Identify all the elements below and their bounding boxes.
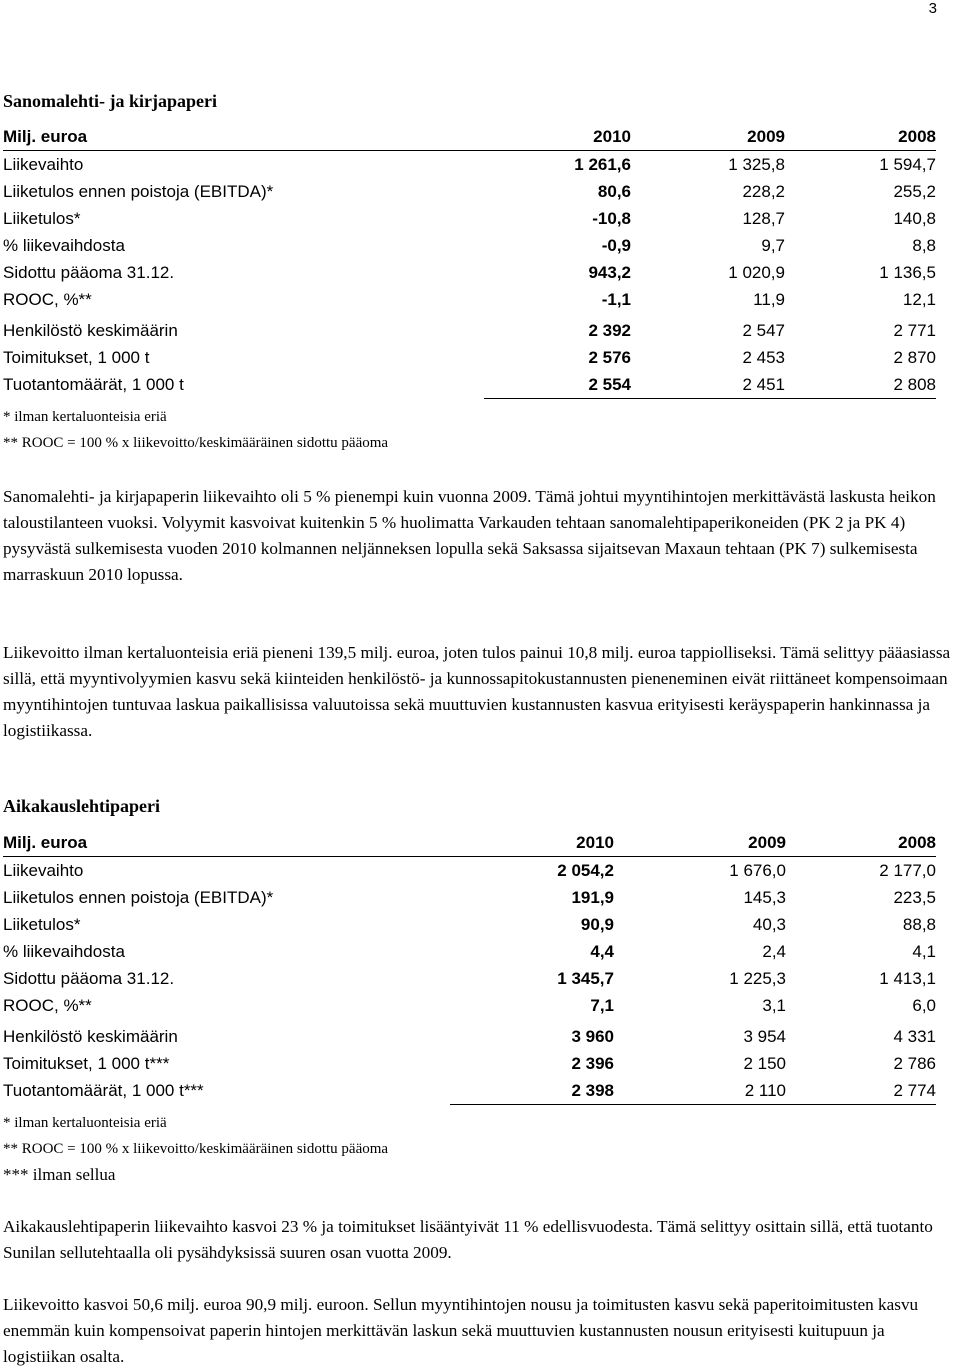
row-label: Tuotantomäärät, 1 000 t [3,375,184,395]
value-2008: 4 331 [893,1027,936,1046]
value-2010: 191,9 [571,888,614,907]
value-2008: 223,5 [893,888,936,907]
value-2009: 2 547 [742,321,785,340]
value-2009: 2 150 [743,1054,786,1073]
value-2008: 4,1 [912,942,936,961]
row-label: Liiketulos* [3,915,81,934]
newsprint-paragraph-sales: Sanomalehti- ja kirjapaperin liikevaihto oli 5 % pienempi kuin vuonna 2009. Tämä johtui myyntihintojen merkittävästä laskusta heikon taloustilanteen vuoksi. Volyymit kasvoivat kuitenkin 5 % huolimatta Varkauden tehtaan sanomalehtipaperikoneiden (PK 2 ja PK 4) pysyvästä sulkemisesta vuoden 2010 kolmannen neljänneksen lopulla sekä Saksassa sijaitsevan Maxaun tehtaan (PK 7) sulkemisesta marraskuun 2010 lopussa. [3,487,936,584]
value-2010: 2 554 [484,371,631,399]
value-2009: 2,4 [762,942,786,961]
value-2010: 2 392 [588,321,631,340]
value-2010: 80,6 [597,182,631,201]
header-year-2009: 2009 [614,829,786,857]
value-2008: 2 177,0 [879,861,936,880]
table-row [3,938,936,965]
value-2010: -0,9 [601,236,631,255]
table-row [3,1050,936,1077]
row-label: Henkilöstö keskimäärin [3,321,178,340]
row-label: Toimitukset, 1 000 t*** [3,1054,170,1073]
value-2008: 2 786 [893,1054,936,1073]
newsprint-footnotes [3,404,388,456]
value-2010: 2 396 [571,1054,614,1073]
table-row [3,1077,936,1105]
header-year-2010: 2010 [450,829,614,857]
value-2008: 12,1 [902,290,936,309]
value-2009: 3,1 [762,996,786,1015]
row-label: Liikevaihto [3,861,84,880]
value-2010: 7,1 [590,996,614,1015]
footnote-rooc: ** ROOC = 100 % x liikevoitto/keskimääräinen sidottu pääoma [3,1141,389,1157]
value-2010: 2 576 [588,348,631,367]
row-label: Liiketulos ennen poistoja (EBITDA)* [3,888,274,907]
value-2009: 3 954 [743,1027,786,1046]
value-2008: 6,0 [912,996,936,1015]
newsprint-financial-table [3,123,936,399]
header-label: Milj. euroa [3,123,484,151]
magazine-paper-financial-table [3,829,936,1105]
magazine-paper-paragraph-sales: Aikakauslehtipaperin liikevaihto kasvoi 23 % ja toimitukset lisääntyivät 11 % edellisvuodesta. Tämä selittyy osittain sillä, että tuotanto Sunilan sellutehtaalla oli pysähdyksissä suuren osan vuotta 2009. [3,1217,933,1262]
table-row [3,857,936,885]
magazine-paper-paragraph-profit: Liikevoitto kasvoi 50,6 milj. euroa 90,9 milj. euroon. Sellun myyntihintojen nousu ja toimitusten kasvu sekä paperitoimitusten kasvu enemmän kuin kompensoivat paperin hintojen merkittävän laskun sekä muuttuvien kustannusten nousun erityisesti kuitupuun ja logistiikan osalta. [3,1295,919,1366]
value-2009: 1 676,0 [729,861,786,880]
footnote-excluding-pulp: *** ilman sellua [3,1165,116,1184]
value-2010: 3 960 [571,1027,614,1046]
value-2010: 4,4 [590,942,614,961]
table-row [3,205,936,232]
header-year-2008: 2008 [785,123,936,151]
value-2010: 1 261,6 [574,155,631,174]
row-label: % liikevaihdosta [3,236,125,255]
value-2010: 90,9 [580,915,614,934]
table-row [3,965,936,992]
value-2009: 1 325,8 [728,155,785,174]
footnote-one-time-items: * ilman kertaluonteisia eriä [3,409,167,425]
table-row [3,232,936,259]
value-2009: 1 020,9 [728,263,785,282]
value-2009: 11,9 [753,290,785,309]
header-label: Milj. euroa [3,829,450,857]
value-2008: 2 774 [786,1077,936,1105]
header-year-2009: 2009 [631,123,785,151]
value-2009: 128,7 [742,209,785,228]
row-label: Henkilöstö keskimäärin [3,1027,178,1046]
value-2008: 1 594,7 [879,155,936,174]
value-2008: 2 870 [893,348,936,367]
section-title-newsprint: Sanomalehti- ja kirjapaperi [3,91,217,111]
value-2009: 9,7 [761,236,785,255]
value-2008: 8,8 [912,236,936,255]
value-2008: 140,8 [893,209,936,228]
magazine-paper-footnotes [3,1110,388,1188]
table-row [3,151,936,179]
header-year-2008: 2008 [786,829,936,857]
value-2010: -1,1 [601,290,631,309]
table-row [3,259,936,286]
value-2010: -10,8 [592,209,631,228]
row-label: Toimitukset, 1 000 t [3,348,150,367]
table-row [3,992,936,1019]
table-row [3,371,936,399]
value-2010: 1 345,7 [557,969,614,988]
table-row [3,1023,936,1050]
value-2009: 1 225,3 [729,969,786,988]
value-2009: 40,3 [752,915,786,934]
value-2009: 2 110 [614,1077,786,1105]
section-title-magazine-paper: Aikakauslehtipaperi [3,796,161,816]
value-2008: 255,2 [893,182,936,201]
footnote-one-time-items: * ilman kertaluonteisia eriä [3,1115,167,1131]
page-number: 3 [928,0,937,17]
row-label: Sidottu pääoma 31.12. [3,263,175,282]
table-row [3,884,936,911]
row-label: Sidottu pääoma 31.12. [3,969,175,988]
table-row [3,286,936,313]
value-2010: 943,2 [588,263,631,282]
row-label: % liikevaihdosta [3,942,125,961]
value-2008: 88,8 [902,915,936,934]
row-label: Liiketulos ennen poistoja (EBITDA)* [3,182,274,201]
value-2008: 1 136,5 [879,263,936,282]
value-2009: 2 451 [631,371,785,399]
value-2010: 2 054,2 [557,861,614,880]
row-label: ROOC, %** [3,290,92,309]
value-2008: 2 808 [785,371,936,399]
value-2010: 2 398 [450,1077,614,1105]
table-header-row [3,123,936,151]
row-label: Tuotantomäärät, 1 000 t*** [3,1081,204,1101]
header-year-2010: 2010 [484,123,631,151]
value-2008: 1 413,1 [879,969,936,988]
table-row [3,344,936,371]
row-label: ROOC, %** [3,996,92,1015]
table-row [3,317,936,344]
value-2009: 2 453 [742,348,785,367]
table-row [3,911,936,938]
table-row [3,178,936,205]
table-header-row [3,829,936,857]
row-label: Liiketulos* [3,209,81,228]
value-2008: 2 771 [893,321,936,340]
footnote-rooc: ** ROOC = 100 % x liikevoitto/keskimääräinen sidottu pääoma [3,435,389,451]
value-2009: 228,2 [742,182,785,201]
value-2009: 145,3 [743,888,786,907]
newsprint-paragraph-profit: Liikevoitto ilman kertaluonteisia eriä pieneni 139,5 milj. euroa, joten tulos painui 10,8 milj. euroa tappiolliseksi. Tämä selittyy pääasiassa sillä, että myyntivolyymien kasvu sekä kiinteiden henkilöstö- ja kunnossapitokustannusten pieneneminen eivät riittäneet kompensoimaan myyntihintojen tuntuvaa laskua paikallisissa valuutoissa sekä muuttuvien kustannusten kasvua erityisesti keräyspaperin hankinnassa ja logistiikassa. [3,643,951,740]
row-label: Liikevaihto [3,155,84,174]
